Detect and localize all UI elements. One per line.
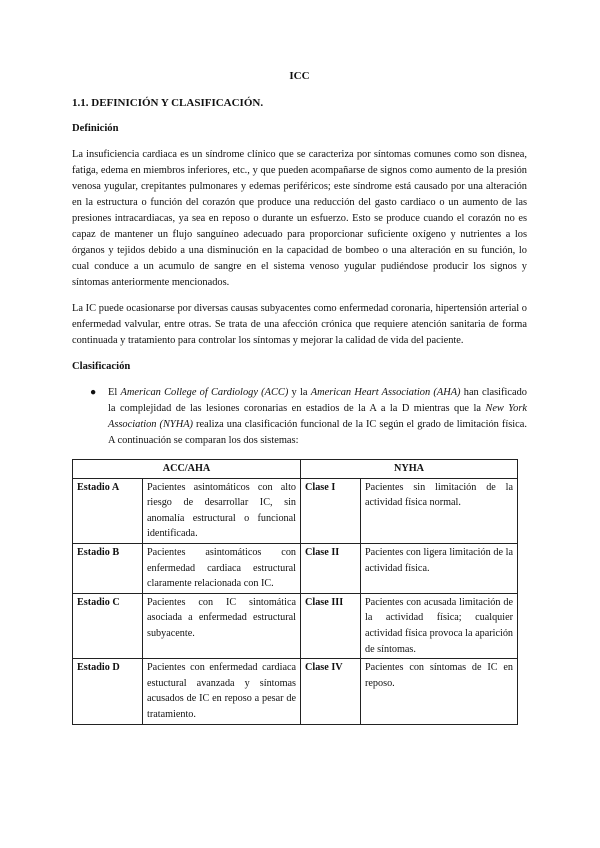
class-desc-cell: Pacientes con ligera limitación de la actividad física. <box>361 543 518 593</box>
table-row <box>73 593 518 658</box>
nyha-name: New York Association (NYHA) <box>108 403 527 430</box>
class-desc-cell: Pacientes sin limitación de la actividad física normal. <box>361 478 518 543</box>
bullet-icon: ● <box>90 387 97 398</box>
header-nyha: NYHA <box>301 460 518 479</box>
header-acc-aha: ACC/AHA <box>73 460 301 479</box>
stage-desc-cell: Pacientes asintomáticos con alto riesgo de desarrollar IC, sin anomalía estructural o funcional identificada. <box>143 478 301 543</box>
bullet-text-3: han clasificado la complejidad de las lesiones coronarias en estadios de la A a la D mientras que la <box>108 387 527 414</box>
list-item <box>90 385 527 449</box>
comparison-table <box>72 459 518 725</box>
class-cell: Clase III <box>301 593 361 658</box>
aha-name: American Heart Association (AHA) <box>310 387 461 398</box>
stage-cell: Estadio D <box>73 659 143 724</box>
table-row <box>73 478 518 543</box>
stage-cell: Estadio C <box>73 593 143 658</box>
stage-cell: Estadio B <box>73 543 143 593</box>
class-cell: Clase IV <box>301 659 361 724</box>
stage-desc-cell: Pacientes con IC sintomática asociada a enfermedad estructural subyacente. <box>143 593 301 658</box>
document-title: ICC <box>289 70 310 82</box>
class-desc-cell: Pacientes con acusada limitación de la actividad física; cualquier actividad física provoca la aparición de síntomas. <box>361 593 518 658</box>
stage-desc-cell: Pacientes con enfermedad cardiaca estuctural avanzada y síntomas acusados de IC en reposo a pesar de tratamiento. <box>143 659 301 724</box>
bullet-text-2: y la <box>288 387 311 398</box>
definition-paragraph-2: La IC puede ocasionarse por diversas causas subyacentes como enfermedad coronaria, hipertensión arterial o enfermedad valvular, entre otras. Se trata de una afección crónica que requiere atención sanitaria de forma continuada y tratamiento para controlar los síntomas y mejorar la calidad de vida del paciente. <box>72 303 527 346</box>
classification-list <box>72 385 527 449</box>
bullet-text-1: El <box>108 387 121 398</box>
class-cell: Clase II <box>301 543 361 593</box>
acc-name: American College of Cardiology (ACC) <box>120 387 289 398</box>
stage-cell: Estadio A <box>73 478 143 543</box>
table-row <box>73 543 518 593</box>
document-page <box>72 68 527 725</box>
table-header-row <box>73 460 518 479</box>
bullet-text-4: realiza una clasificación funcional de la IC según el grado de limitación física. A continuación se comparan los dos sistemas: <box>108 419 527 446</box>
class-cell: Clase I <box>301 478 361 543</box>
definition-paragraph-1: La insuficiencia cardiaca es un síndrome clínico que se caracteriza por síntomas comunes como son disnea, fatiga, edema en miembros inferiores, etc., y que pueden acompañarse de signos como aumento de la presión venosa yugular, crepitantes pulmonares y edemas periféricos; este síndrome está causado por una alteración en la estructura o función del corazón que produce una reducción del gasto cardiaco o un aumento de las presiones intracardiacas, ya sea en reposo o durante un esfuerzo. Esto se produce cuando el corazón no es capaz de mantener un flujo sanguíneo adecuado para proporcionar suficiente oxígeno y nutrientes a los órganos y tejidos debido a una disminución en la capacidad de bombeo o una alteración en su función, lo cual conduce a un acumulo de sangre en el sistema venoso yugular pudiéndose producir los signos y síntomas anteriormente mencionados. <box>72 149 527 288</box>
section-heading: 1.1. DEFINICIÓN Y CLASIFICACIÓN. <box>72 97 264 109</box>
definition-heading: Definición <box>72 123 119 134</box>
stage-desc-cell: Pacientes asintomáticos con enfermedad cardiaca estructural claramente relacionada con IC. <box>143 543 301 593</box>
class-desc-cell: Pacientes con síntomas de IC en reposo. <box>361 659 518 724</box>
classification-heading: Clasificación <box>72 361 131 372</box>
table-row <box>73 659 518 724</box>
